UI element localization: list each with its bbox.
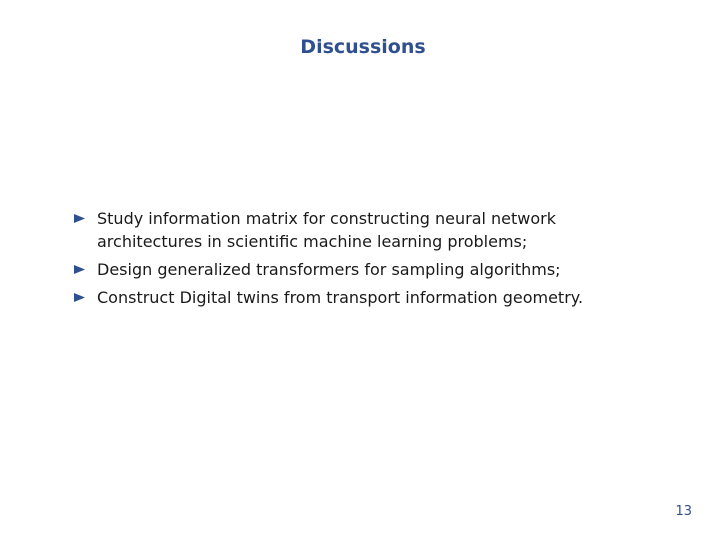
triangle-bullet-icon xyxy=(74,258,97,281)
bullet-item xyxy=(74,207,654,253)
bullet-item xyxy=(74,286,654,309)
bullet-list xyxy=(74,207,654,314)
bullet-text: Design generalized transformers for sampling algorithms; xyxy=(97,260,561,279)
slide-title: Discussions xyxy=(300,36,426,58)
triangle-bullet-icon xyxy=(74,207,97,230)
bullet-item xyxy=(74,258,654,281)
triangle-bullet-icon xyxy=(74,286,97,309)
page-number: 13 xyxy=(675,504,692,519)
bullet-text: Construct Digital twins from transport information geometry. xyxy=(97,288,584,307)
bullet-text: Study information matrix for constructing neural network architectures in scientific machine learning problems; xyxy=(97,209,557,251)
